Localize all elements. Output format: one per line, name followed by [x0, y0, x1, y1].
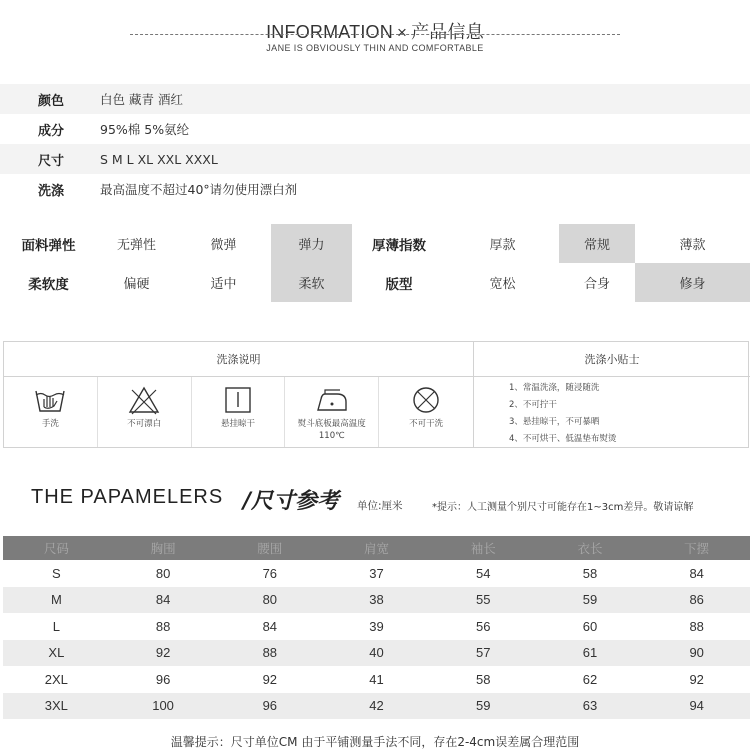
size-section-title-en: THE PAPAMELERS [31, 486, 224, 508]
attr-option: 薄款 [679, 238, 706, 253]
wash-item [192, 377, 286, 447]
attr-option-selected: 常规 [559, 224, 635, 263]
column-header: 肩宽 [364, 542, 390, 556]
fabric-attribute-table [0, 224, 750, 302]
table-cell: 92 [689, 671, 704, 687]
size-chart-table [3, 536, 750, 719]
table-cell: 61 [582, 645, 598, 661]
wash-item [4, 377, 98, 447]
table-cell: 59 [582, 592, 598, 608]
wash-tips-list [509, 380, 744, 448]
column-header: 下摆 [684, 542, 710, 556]
column-header: 尺码 [43, 542, 69, 556]
table-cell: 63 [582, 698, 598, 714]
table-cell: 62 [582, 671, 598, 687]
table-cell: 54 [476, 565, 491, 581]
wash-tip: 1、常温洗涤，随浸随洗 [509, 383, 600, 393]
info-key: 颜色 [38, 93, 65, 109]
size-table-header [3, 536, 750, 560]
table-cell: 76 [262, 565, 278, 581]
wash-tip: 4、不可烘干、低温垫布熨烫 [509, 434, 617, 444]
wash-item-label: 不可漂白 [127, 419, 162, 429]
wash-tips-title: 洗涤小贴士 [474, 342, 750, 377]
header-subtitle: JANE IS OBVIOUSLY THIN AND COMFORTABLE [266, 43, 484, 53]
table-cell: 42 [369, 698, 384, 714]
table-cell: 39 [369, 618, 384, 634]
table-row [3, 560, 750, 587]
wash-item-label: 熨斗底板最高温度110℃ [297, 419, 366, 441]
attr-row-softness [0, 263, 750, 302]
attr-row-elasticity [0, 224, 750, 263]
hang-dry-icon [221, 385, 255, 415]
title-separator: × [396, 23, 408, 42]
no-bleach-icon [127, 385, 161, 415]
wash-icons-row [4, 377, 474, 447]
wash-instructions-title: 洗涤说明 [4, 342, 474, 377]
wash-tip: 3、悬挂晾干，不可暴晒 [509, 417, 600, 427]
info-row-material [0, 114, 750, 144]
table-cell: 88 [262, 645, 278, 661]
table-row [3, 613, 750, 640]
attr-option: 无弹性 [116, 238, 156, 253]
wash-tip: 2、不可拧干 [509, 400, 557, 410]
table-cell: L [52, 618, 60, 634]
table-cell: 90 [689, 645, 704, 661]
attr-option: 厚款 [489, 238, 516, 253]
attr-option-selected: 弹力 [271, 224, 352, 263]
wash-item [379, 377, 473, 447]
table-cell: 57 [476, 645, 491, 661]
table-cell: 59 [476, 698, 491, 714]
attr-option: 宽松 [489, 277, 516, 292]
attr-label-elasticity: 面料弹性 [21, 237, 76, 254]
no-dry-clean-icon [409, 385, 443, 415]
attr-option: 微弹 [210, 238, 237, 253]
wash-item [285, 377, 379, 447]
column-header: 袖长 [470, 542, 496, 556]
attr-label-fit: 版型 [385, 276, 413, 293]
info-row-wash [0, 174, 750, 204]
table-cell: 55 [476, 592, 491, 608]
attr-label-softness: 柔软度 [28, 276, 69, 293]
header [0, 18, 750, 44]
hand-wash-icon [33, 385, 67, 415]
attr-label-thickness: 厚薄指数 [372, 237, 426, 254]
column-header: 衣长 [577, 542, 603, 556]
title-zh: 产品信息 [411, 22, 484, 42]
table-cell: 92 [262, 671, 278, 687]
table-cell: 88 [689, 618, 704, 634]
table-cell: 80 [262, 592, 278, 608]
table-row [3, 693, 750, 720]
table-cell: 41 [369, 671, 384, 687]
iron-icon [315, 385, 349, 415]
table-cell: M [50, 592, 62, 608]
wash-item [98, 377, 192, 447]
table-cell: 100 [152, 698, 174, 714]
table-cell: 94 [689, 698, 704, 714]
table-cell: 38 [369, 592, 384, 608]
column-header: 胸围 [150, 542, 176, 556]
table-cell: 80 [155, 565, 171, 581]
attr-option: 合身 [583, 277, 610, 292]
size-section-title-zh: /尺寸参考 [243, 489, 340, 514]
wash-item-label: 悬挂晾干 [220, 419, 255, 429]
wash-item-label: 不可干洗 [409, 419, 444, 429]
attr-option-selected: 柔软 [271, 263, 352, 302]
info-row-size [0, 144, 750, 174]
table-cell: 3XL [44, 698, 68, 714]
page-title [0, 18, 750, 44]
table-cell: 56 [476, 618, 491, 634]
table-cell: 58 [476, 671, 491, 687]
info-value: 95%棉 5%氨纶 [100, 122, 190, 137]
table-cell: 96 [262, 698, 278, 714]
table-row [3, 587, 750, 614]
table-cell: S [52, 565, 61, 581]
table-row [3, 640, 750, 667]
table-cell: 92 [155, 645, 171, 661]
info-value: 白色 藏青 酒红 [100, 92, 183, 107]
table-cell: XL [48, 645, 65, 661]
table-cell: 37 [369, 565, 384, 581]
info-value: S M L XL XXL XXXL [100, 151, 218, 167]
size-note: *提示：人工测量个别尺寸可能存在1~3cm差异。敬请谅解 [432, 502, 694, 513]
table-cell: 84 [262, 618, 278, 634]
title-en: INFORMATION [266, 22, 393, 42]
table-row [3, 666, 750, 693]
info-value: 最高温度不超过40°请勿使用漂白剂 [100, 182, 298, 197]
info-key: 洗涤 [38, 183, 65, 199]
footer-note: 温馨提示：尺寸单位CM 由于平铺测量手法不同，存在2-4cm误差属合理范围 [170, 735, 580, 749]
size-unit-label: 单位:厘米 [357, 500, 403, 512]
wash-instructions-panel [3, 341, 749, 448]
table-cell: 40 [369, 645, 384, 661]
column-header: 腰围 [257, 542, 283, 556]
table-cell: 88 [155, 618, 171, 634]
table-cell: 58 [582, 565, 598, 581]
table-cell: 60 [582, 618, 598, 634]
table-cell: 96 [155, 671, 171, 687]
header-divider [130, 34, 620, 35]
table-cell: 86 [689, 592, 704, 608]
table-cell: 84 [689, 565, 704, 581]
info-row-color [0, 84, 750, 114]
table-cell: 84 [155, 592, 171, 608]
info-key: 成分 [38, 123, 65, 139]
attr-option: 偏硬 [123, 277, 150, 292]
wash-item-label: 手洗 [41, 419, 59, 429]
product-info-table [0, 84, 750, 204]
attr-option: 适中 [210, 277, 237, 292]
table-cell: 2XL [44, 671, 68, 687]
info-key: 尺寸 [38, 153, 65, 169]
attr-option-selected: 修身 [635, 263, 750, 302]
